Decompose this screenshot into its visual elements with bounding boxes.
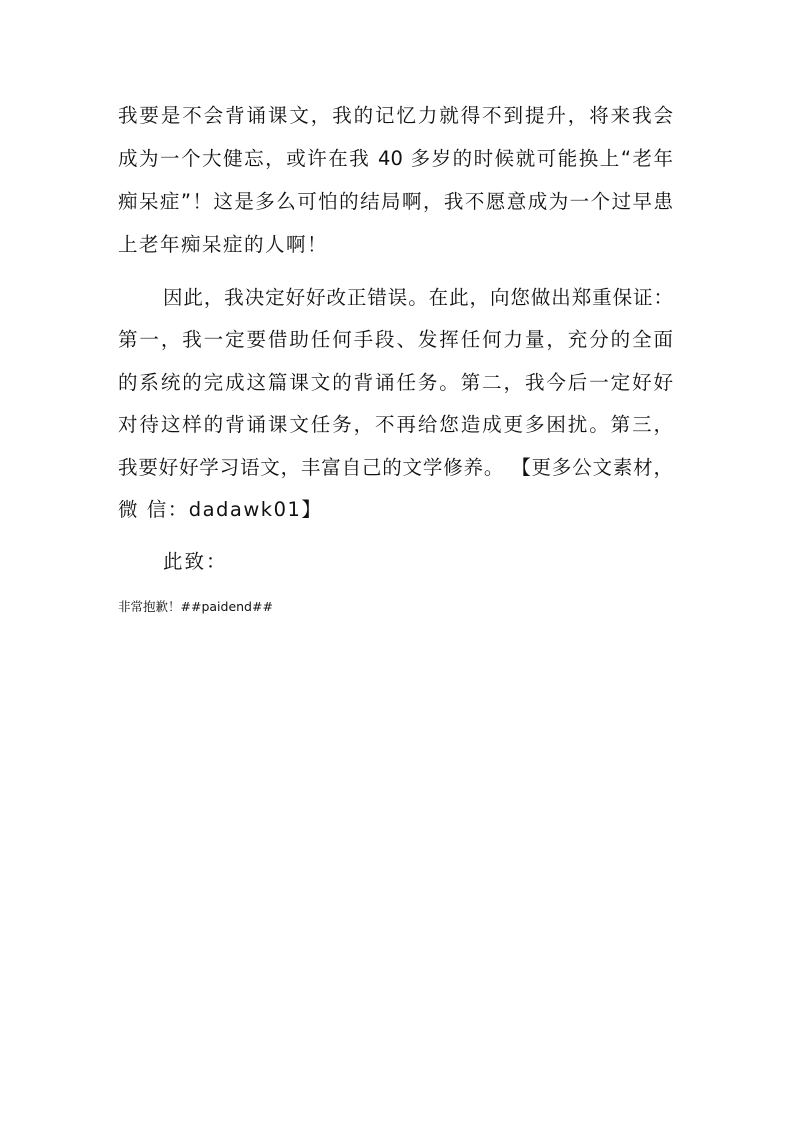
paragraph-1-line-2: 成为一个大健忘，或许在我 40 多岁的时候就可能换上“老年: [118, 147, 673, 170]
footer-note: 非常抱歉！##paidend##: [118, 599, 273, 614]
paragraph-2-line-1: 因此，我决定好好改正错误。在此，向您做出郑重保证：: [163, 286, 673, 309]
paragraph-2-line-2: 第一，我一定要借助任何手段、发挥任何力量，充分的全面: [118, 328, 673, 351]
closing-salutation: 此致：: [163, 550, 228, 573]
paragraph-2-line-3: 的系统的完成这篇课文的背诵任务。第二，我今后一定好好: [118, 371, 673, 394]
paragraph-1-line-4: 上老年痴呆症的人啊！: [118, 233, 329, 256]
paragraph-1-line-3: 痴呆症”！这是多么可怕的结局啊，我不愿意成为一个过早患: [118, 190, 673, 213]
paragraph-2-line-4: 对待这样的背诵课文任务，不再给您造成更多困扰。第三，: [118, 413, 673, 436]
paragraph-2-line-6: 微 信：dadawk01】: [118, 498, 323, 521]
paragraph-1-line-1: 我要是不会背诵课文，我的记忆力就得不到提升，将来我会: [118, 104, 673, 127]
paragraph-2-line-5: 我要好好学习语文，丰富自己的文学修养。 【更多公文素材，: [118, 456, 673, 479]
